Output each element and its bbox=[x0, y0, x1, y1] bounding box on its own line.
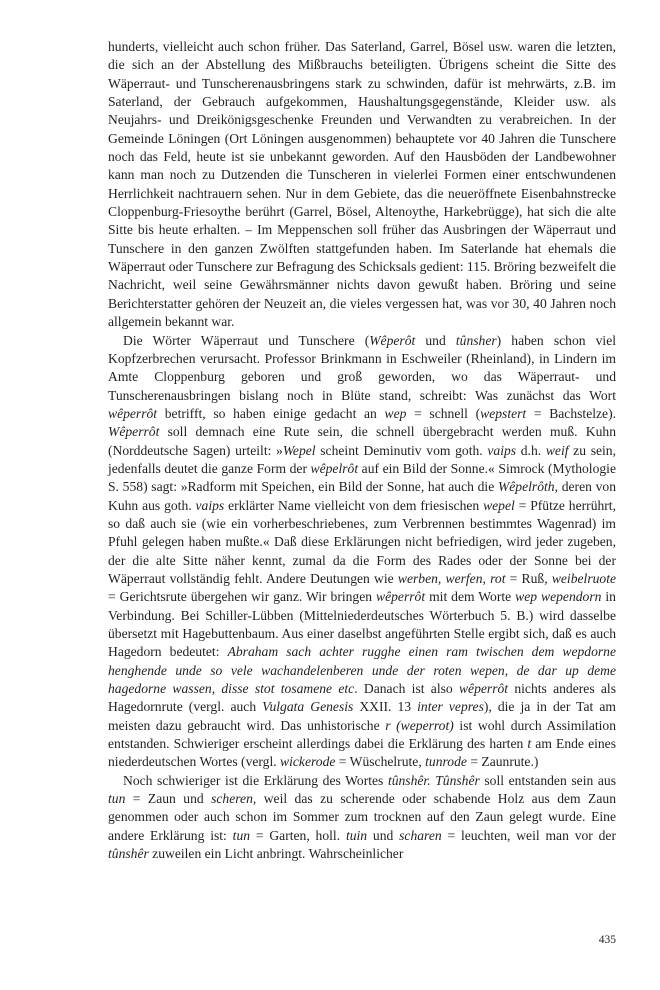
italic-run: tunrode bbox=[425, 754, 467, 770]
text-run: und bbox=[415, 332, 456, 348]
paragraph bbox=[108, 772, 616, 864]
text-run: , deren von Kuhn aus goth. bbox=[108, 479, 616, 513]
italic-run: Abraham sach achter rugghe einen ram twischen dem wepdorne henghende unde so vele wachandelenberen unde der roten wepen, de dar up deme hagedorne wassen, disse stot tosamene etc bbox=[108, 644, 617, 697]
italic-run: Wêperôt bbox=[369, 332, 416, 348]
paragraph bbox=[108, 38, 616, 332]
italic-run: tun bbox=[232, 827, 251, 843]
italic-run: wêperrôt bbox=[108, 405, 158, 421]
text-run: auf ein Bild der Sonne.« Simrock (Mythologie S. 558) sagt: »Radform mit Speichen, ein Bild der Sonne, hat auch die bbox=[108, 460, 616, 495]
italic-run: scharen bbox=[399, 827, 442, 843]
italic-run: wep wependorn bbox=[515, 589, 602, 605]
text-run: = Pfütze herrührt, so daß auch sie (wie ein vorherbeschriebenes, zum Verbrennen bestimmtes Wagenrad) im Pfuhl gelegen haben mußte.« Daß diese Erklärungen nicht befriedigen, wird jeder zugeben, der die alte Sitte näher kennt, zumal da die Form des Rades oder der Sonne bei der Wäperraut vollständig fehlt. Andere Deutungen wie bbox=[108, 497, 616, 586]
text-run: mit dem Worte bbox=[425, 589, 516, 605]
page-number: 435 bbox=[598, 934, 616, 946]
text-run: Noch schwieriger ist die Erklärung des Wortes bbox=[123, 772, 388, 788]
italic-run: weibelruote bbox=[551, 570, 617, 586]
italic-run: r (weperrot) bbox=[385, 717, 454, 733]
text-run: zuweilen ein Licht anbringt. Wahrscheinlicher bbox=[148, 846, 404, 862]
text-run: = Wüschelrute, bbox=[335, 754, 426, 770]
italic-run: wêperrôt bbox=[458, 681, 509, 697]
text-run: ), die ja in der Tat am meisten dazu gebraucht wird. Das unhistorische bbox=[108, 699, 616, 733]
italic-run: scheren, bbox=[211, 791, 257, 807]
italic-run: wêperrôt bbox=[376, 589, 426, 605]
italic-run: Wêperrôt bbox=[108, 424, 160, 440]
text-run: soll entstanden sein aus bbox=[479, 772, 616, 788]
paragraph bbox=[108, 332, 616, 772]
italic-run: t bbox=[527, 736, 532, 752]
italic-run: wepel bbox=[483, 497, 515, 513]
italic-run: tûnshêr bbox=[108, 846, 149, 862]
text-run: hunderts, vielleicht auch schon früher. Das Saterland, Garrel, Bösel usw. waren die letzten, die sich an der Abstellung des Mißbrauchs beteiligten. Übrigens scheint die Sitte des Wäperraut- und Tunscherenausbringens stark zu schwinden, dafür ist mehrwärts, z.B. im Saterland, der Gebrauch aufgekommen, Haushaltungsgegenstände, Kleider usw. als Neujahrs- und Dreikönigsgeschenke Freunden und Verwandten zu verabreichen. In der Gemeinde Löningen (Ort Löningen ausgenommen) behauptete vor 40 Jahren die Tunschere noch das Feld, heute ist sie unbekannt geworden. Auf den Hausböden der Landbewohner kann man noch zu Dutzenden die Tunscheren in vielerlei Formen einer entschwundenen Herrlichkeit nachtrauern sehen. Nur in dem Gebiete, das die neueröffnete Eisenbahnstrecke Cloppenburg-Friesoythe berührt (Garrel, Bösel, Altenoythe, Harkebrügge), hat sich die alte Sitte bis heute erhalten. – Im Meppenschen soll früher das Ausbringen der Wäperraut und Tunschere in den ganzen Zwölften stattgefunden haben. Im Saterlande hat ehemals die Wäperraut oder Tunschere zur Befragung des Schicksals gedient: 115. Bröring bezweifelt die Nachricht, weil seine Gewährsmänner nichts davon gewußt haben. Bröring und seine Berichterstatter gehören der Neuzeit an, die vieles vergessen hat, was vor 30, 40 Jahren noch allgemein bekannt war. bbox=[108, 39, 616, 330]
italic-run: inter vepres bbox=[417, 699, 484, 715]
text-run: erklärter Name vielleicht von dem friesischen bbox=[224, 497, 484, 513]
text-run: = Gerichtsrute übergehen wir ganz. Wir bringen bbox=[108, 589, 377, 605]
italic-run: Vulgata Genesis bbox=[262, 699, 354, 715]
italic-run: wickerode bbox=[280, 754, 336, 770]
italic-run: wep bbox=[384, 405, 407, 421]
italic-run: wêpelrôt bbox=[310, 460, 359, 476]
text-run: nichts anderes als Hagedornrute (vergl. auch bbox=[108, 681, 616, 715]
text-run: = Garten, holl. bbox=[250, 827, 346, 843]
text-run: XXII. 13 bbox=[353, 699, 418, 715]
text-run: = Zaun und bbox=[125, 791, 212, 807]
italic-run: Wepel bbox=[282, 442, 316, 458]
italic-run: tûnshêr. Tûnshêr bbox=[387, 772, 480, 788]
italic-run: Wêpelrôth bbox=[497, 479, 555, 495]
text-run: Die Wörter Wäperraut und Tunschere ( bbox=[123, 332, 370, 348]
text-run: . Danach ist also bbox=[354, 681, 459, 697]
text-run: = schnell ( bbox=[406, 405, 481, 421]
italic-run: werben, werfen, rot bbox=[397, 570, 506, 586]
text-run: = leuchten, weil man vor der bbox=[441, 827, 616, 843]
italic-run: tûnsher bbox=[455, 332, 497, 348]
italic-run: tun bbox=[108, 791, 126, 807]
text-run: = Bachstelze). bbox=[526, 405, 617, 421]
text-run: betrifft, so haben einige gedacht an bbox=[157, 405, 385, 421]
text-run: ist wohl durch Assimilation entstanden. Schwieriger erscheint allerdings dabei die Erklärung des harten bbox=[108, 717, 617, 752]
text-run: am Ende eines niederdeutschen Wortes (vergl. bbox=[108, 736, 617, 770]
italic-run: wepstert bbox=[480, 405, 527, 421]
text-run: und bbox=[367, 827, 400, 843]
text-run: scheint Deminutiv vom goth. bbox=[315, 442, 488, 458]
italic-run: vaips bbox=[195, 497, 225, 513]
text-run: weil das zu scherende oder schabende Holz aus dem Zaun genommen oder auch schon im Sommer zum trocknen auf den Zaun gelegt wurde. Eine andere Erklärung ist: bbox=[108, 791, 616, 843]
text-run: zu sein, jedenfalls deutet die ganze Form der bbox=[108, 442, 616, 476]
text-run: = Zaunrute.) bbox=[466, 754, 539, 770]
text-run: d.h. bbox=[516, 442, 546, 458]
italic-run: tuin bbox=[345, 827, 368, 843]
text-run: ) haben schon viel Kopfzerbrechen verursacht. Professor Brinkmann in Eschweiler (Rheinland), in Lindern im Amte Cloppenburg geboren und groß geworden, wo das Wäperraut- und Tunscherenausbringen bislang noch in Blüte stand, schreibt: Was zunächst das Wort bbox=[108, 332, 617, 403]
italic-run: vaips bbox=[487, 442, 517, 458]
page-text-body bbox=[108, 38, 616, 863]
italic-run: weif bbox=[545, 442, 569, 458]
text-run: in Verbindung. Bei Schiller-Lübben (Mittelniederdeutsches Wörterbuch 5. B.) wird dasselbe übersetzt mit Hagebuttenbaum. Aus einer daselbst angeführten Stelle ergibt sich, daß es auch Hagedorn bedeutet: bbox=[108, 589, 616, 660]
text-run: soll demnach eine Rute sein, die schnell übergebracht werden muß. Kuhn (Norddeutsche Sagen) urteilt: » bbox=[108, 424, 616, 458]
text-run: = Ruß, bbox=[505, 570, 552, 586]
